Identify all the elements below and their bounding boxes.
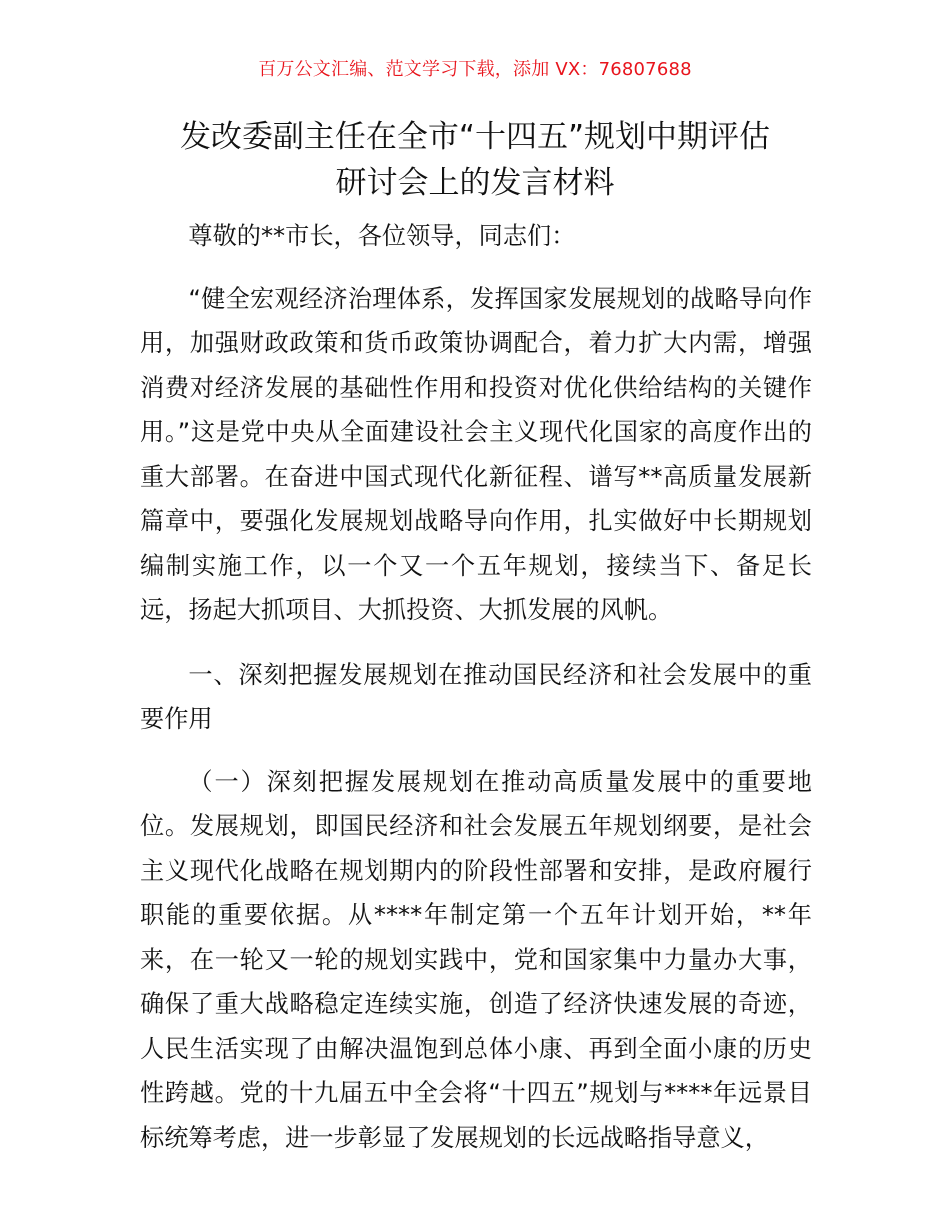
- document-body: [140, 214, 812, 1180]
- title-line-1: 发改委副主任在全市“十四五”规划中期评估: [179, 119, 771, 155]
- salutation: 尊敬的**市长，各位领导，同志们：: [188, 222, 576, 250]
- section-heading-1: 一、深刻把握发展规划在推动国民经济和社会发展中的重要作用: [140, 660, 812, 733]
- title-line-2: 研讨会上的发言材料: [335, 165, 615, 201]
- paragraph-intro: “健全宏观经济治理体系，发挥国家发展规划的战略导向作用，加强财政政策和货币政策协调配合，着力扩大内需，增强消费对经济发展的基础性作用和投资对优化供给结构的关键作用。”这是党中央从全面建设社会主义现代化国家的高度作出的重大部署。在奋进中国式现代化新征程、谱写**高质量发展新篇章中，要强化发展规划战略导向作用，扎实做好中长期规划编制实施工作，以一个又一个五年规划，接续当下、备足长远，扬起大抓项目、大抓投资、大抓发展的风帆。: [140, 284, 812, 624]
- watermark-banner: 百万公文汇编、范文学习下载，添加 VX：76807688: [258, 59, 692, 80]
- paragraph-subsection-1: （一）深刻把握发展规划在推动高质量发展中的重要地位。发展规划，即国民经济和社会发展五年规划纲要，是社会主义现代化战略在规划期内的阶段性部署和安排，是政府履行职能的重要依据。从****年制定第一个五年计划开始，**年来，在一轮又一轮的规划实践中，党和国家集中力量办大事，确保了重大战略稳定连续实施，创造了经济快速发展的奇迹，人民生活实现了由解决温饱到总体小康、再到全面小康的历史性跨越。党的十九届五中全会将“十四五”规划与****年远景目标统筹考虑，进一步彰显了发展规划的长远战略指导意义，: [140, 767, 812, 1152]
- document-title: [0, 114, 950, 206]
